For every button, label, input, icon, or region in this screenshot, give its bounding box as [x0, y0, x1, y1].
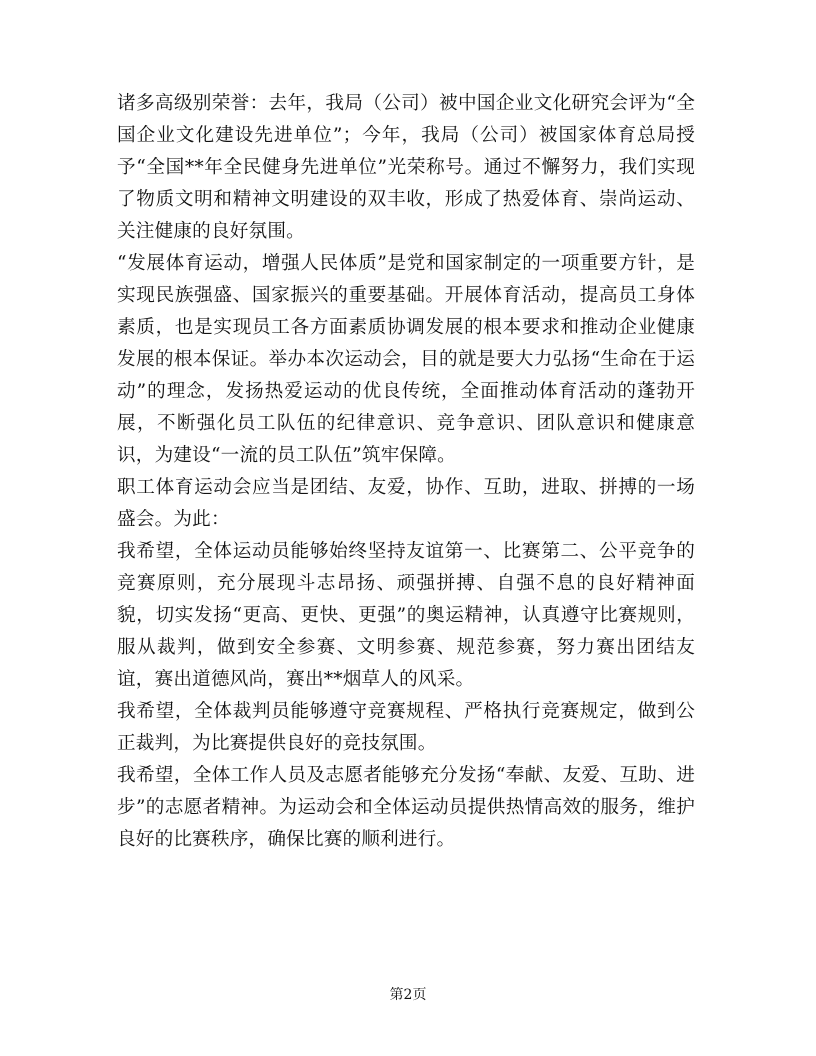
paragraph-sports-policy: “发展体育运动，增强人民体质”是党和国家制定的一项重要方针，是实现民族强盛、国家振兴的重要基础。开展体育活动，提高员工身体素质，也是实现员工各方面素质协调发展的根本要求和推动企业健康发展的根本保证。举办本次运动会，目的就是要大力弘扬“生命在于运动”的理念，发扬热爱运动的优良传统，全面推动体育活动的蓬勃开展，不断强化员工队伍的纪律意识、竞争意识、团队意识和健康意识，为建设“一流的员工队伍”筑牢保障。 — [117, 253, 695, 466]
paragraph-athletes-wish: 我希望，全体运动员能够始终坚持友谊第一、比赛第二、公平竞争的竞赛原则，充分展现斗志昂扬、顽强拼搏、自强不息的良好精神面貌，切实发扬“更高、更快、更强”的奥运精神，认真遵守比赛规则，服从裁判，做到安全参赛、文明参赛、规范参赛，努力赛出团结友谊，赛出道德风尚，赛出**烟草人的风采。 — [117, 541, 695, 690]
paragraph-games-purpose: 职工体育运动会应当是团结、友爱，协作、互助，进取、拼搏的一场盛会。为此： — [117, 477, 695, 530]
page-number: 第2页 — [389, 987, 427, 1003]
paragraph-volunteers-wish: 我希望，全体工作人员及志愿者能够充分发扬“奉献、友爱、互助、进步”的志愿者精神。为运动会和全体运动员提供热情高效的服务，维护良好的比赛秩序，确保比赛的顺利进行。 — [117, 765, 695, 850]
paragraph-honors: 诸多高级别荣誉：去年，我局（公司）被中国企业文化研究会评为“全国企业文化建设先进单位”；今年，我局（公司）被国家体育总局授予“全国**年全民健身先进单位”光荣称号。通过不懈努力，我们实现了物质文明和精神文明建设的双丰收，形成了热爱体育、崇尚运动、关注健康的良好氛围。 — [117, 93, 695, 242]
paragraph-referees-wish: 我希望，全体裁判员能够遵守竞赛规程、严格执行竞赛规定，做到公正裁判，为比赛提供良好的竞技氛围。 — [117, 701, 695, 754]
document-body — [117, 88, 695, 856]
